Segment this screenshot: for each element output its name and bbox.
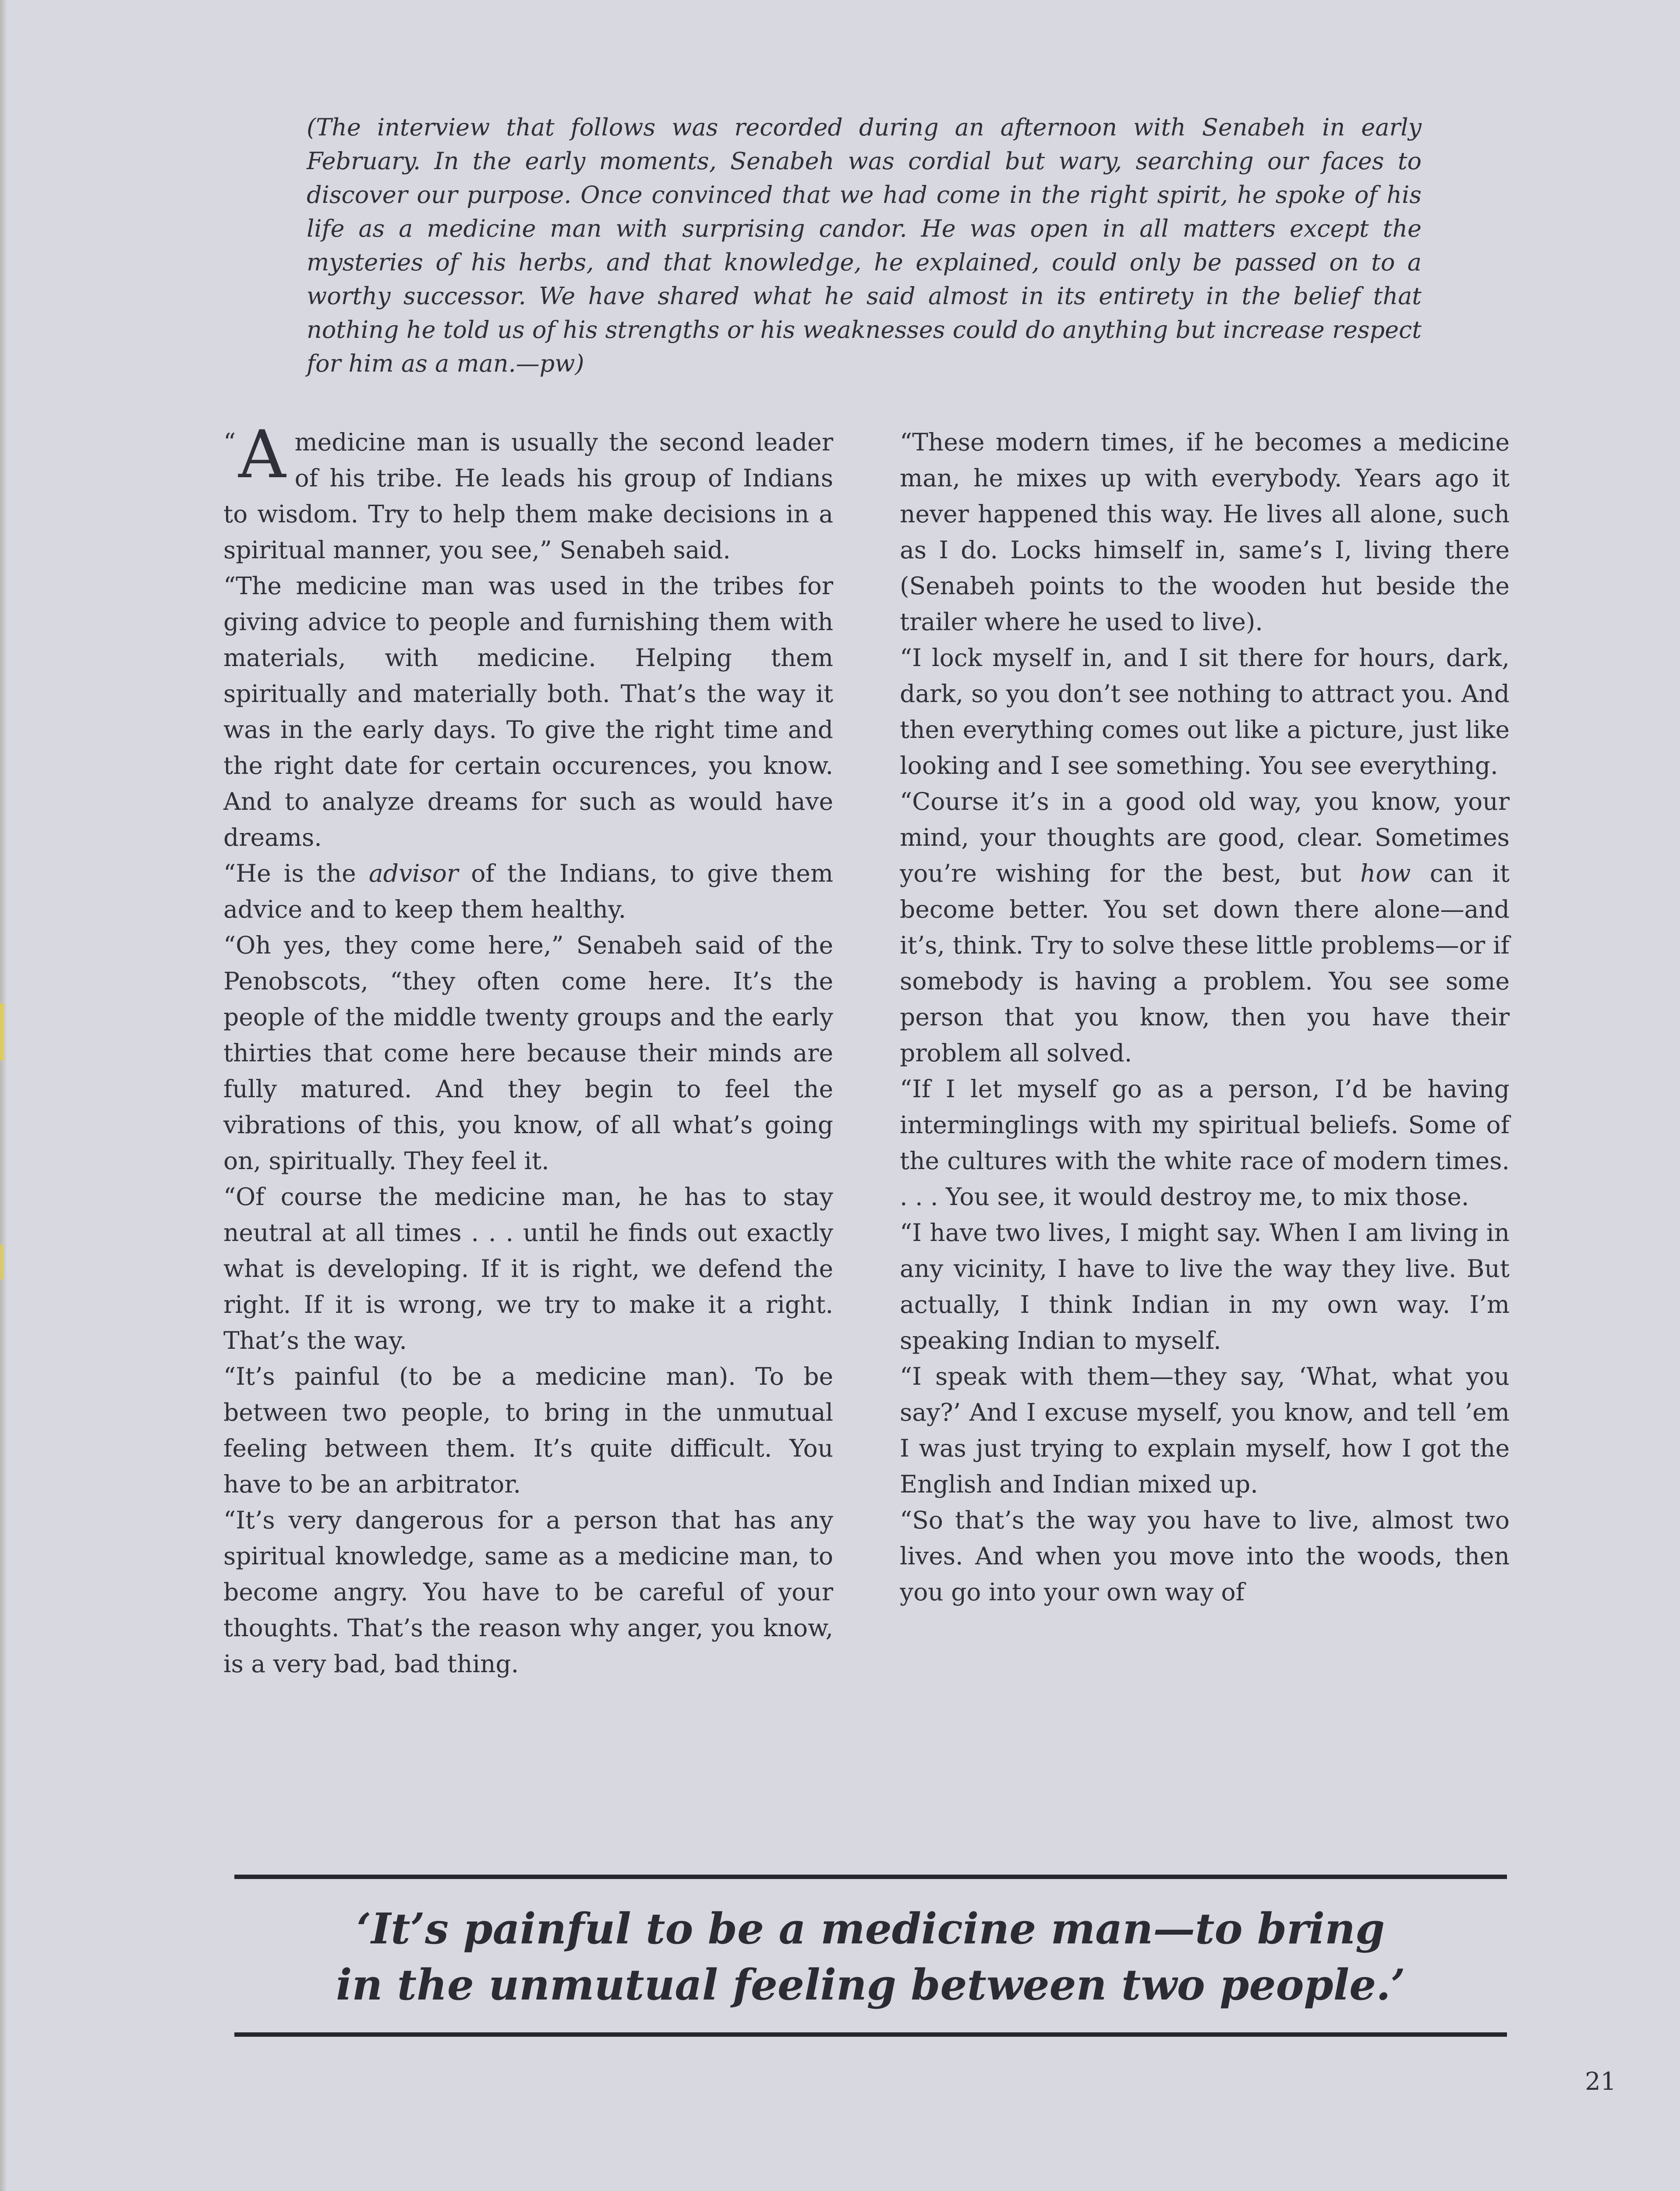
paragraph [223,417,833,568]
article-columns [223,417,1516,1682]
paragraph-text: “I speak with them—they say, ‘What, what you say?’ And I excuse myself, you know, and tell ’em I was just trying to explain myself, how I got the English and Indian mixed up. [900,1362,1510,1498]
paragraph-text: “Oh yes, they come here,” Senabeh said of the Penobscots, “they often come here. It’s the people of the middle twenty groups and the early thirties that come here because their minds are fully matured. And they begin to feel the vibrations of this, you know, of all what’s going on, spiritually. They feel it. [223,931,833,1175]
paragraph [223,1358,833,1502]
right-column [900,424,1510,1682]
paragraph-text: of the Indians, to give them advice and to keep them healthy. [223,859,834,923]
paragraph-text: “He is the [223,859,369,887]
paragraph [900,784,1510,1071]
paragraph-text: “I have two lives, I might say. When I am living in any vicinity, I have to live the way they live. But actually, I think Indian in my own way. I’m speaking Indian to myself. [900,1219,1510,1354]
paragraph [223,568,833,855]
left-column [223,417,834,1682]
edge-stain [0,1003,4,1060]
paragraph [900,640,1510,784]
paragraph [900,1358,1510,1502]
page-number: 21 [1585,2067,1616,2096]
edge-stain [0,1244,4,1280]
paragraph-text: medicine man is usually the second leader of his tribe. He leads his group of Indians to wisdom. Try to help them make decisions in a spiritual manner, you see,” Senabeh said. [223,428,833,564]
paragraph [223,1502,833,1682]
top-rule [234,1875,1507,1879]
paragraph [900,424,1510,640]
intro-paragraph: (The interview that follows was recorded during an afternoon with Senabeh in early February. In the early moments, Senabeh was cordial but wary, searching our faces to discover our purpose. Once convinced that we had come in the right spirit, he spoke of his life as a medicine man with surprising candor. He was open in all matters except the mysteries of his herbs, and that knowledge, he explained, could only be passed on to a worthy successor. We have shared what he said almost in its entirety in the belief that nothing he told us of his strengths or his weaknesses could do anything but increase respect for him as a man.—pw) [307,113,1422,377]
pull-quote-block [234,1875,1507,2037]
paragraph-text: “Course it’s in a good old way, you know, your mind, your thoughts are good, clear. Sometimes you’re wishing for the best, but [900,787,1510,887]
paragraph-text: how [1360,859,1411,887]
pull-quote-line: in the unmutual feeling between two people.’ [336,1960,1405,2010]
paragraph-text: “These modern times, if he becomes a medicine man, he mixes up with everybody. Years ago it never happened this way. He lives all alone, such as I do. Locks himself in, same’s I, living there (Senabeh points to the wooden hut beside the trailer where he used to live). [900,428,1510,636]
paragraph [223,855,833,927]
opening-quote: “ [223,428,236,456]
paragraph-text: “It’s very dangerous for a person that has any spiritual knowledge, same as a medicine man, to become angry. You have to be careful of your thoughts. That’s the reason why anger, you know, is a very bad, bad thing. [223,1506,833,1678]
right-column-paragraphs [900,424,1510,1610]
dropcap-letter: A [238,417,286,493]
left-column-paragraphs [223,568,833,1682]
pull-quote-line: ‘It’s painful to be a medicine man—to bring [356,1904,1385,1953]
paragraph-text: “I lock myself in, and I sit there for hours, dark, dark, so you don’t see nothing to attract you. And then everything comes out like a picture, just like looking and I see something. You see everything. [900,644,1510,780]
paragraph-text: “So that’s the way you have to live, almost two lives. And when you move into the woods, then you go into your own way of [900,1506,1510,1606]
paragraph-text: advisor [368,859,459,887]
paragraph [900,1215,1510,1358]
paragraph [900,1502,1510,1610]
paragraph [223,927,833,1179]
paragraph-text: “It’s painful (to be a medicine man). To be between two people, to bring in the unmutual feeling between them. It’s quite difficult. You have to be an arbitrator. [223,1362,833,1498]
page-edge-shading [0,0,7,2191]
pull-quote [234,1879,1507,2032]
paragraph-text: “If I let myself go as a person, I’d be having interminglings with my spiritual beliefs. Some of the cultures with the white race of modern times. . . . You see, it would destroy me, to mix those. [900,1075,1510,1211]
paragraph [900,1071,1510,1215]
paragraph-text: “Of course the medicine man, he has to stay neutral at all times . . . until he finds out exactly what is developing. If it is right, we defend the right. If it is wrong, we try to make it a right. That’s the way. [223,1183,833,1354]
paragraph-text: “The medicine man was used in the tribes for giving advice to people and furnishing them with materials, with medicine. Helping them spiritually and materially both. That’s the way it was in the early days. To give the right time and the right date for certain occurences, you know. And to analyze dreams for such as would have dreams. [223,572,833,851]
paragraph [223,1179,833,1358]
bottom-rule [234,2032,1507,2037]
paragraph-text: can it become better. You set down there alone—and it’s, think. Try to solve these little problems—or if somebody is having a problem. You see some person that you know, then you have their problem all solved. [900,859,1510,1067]
